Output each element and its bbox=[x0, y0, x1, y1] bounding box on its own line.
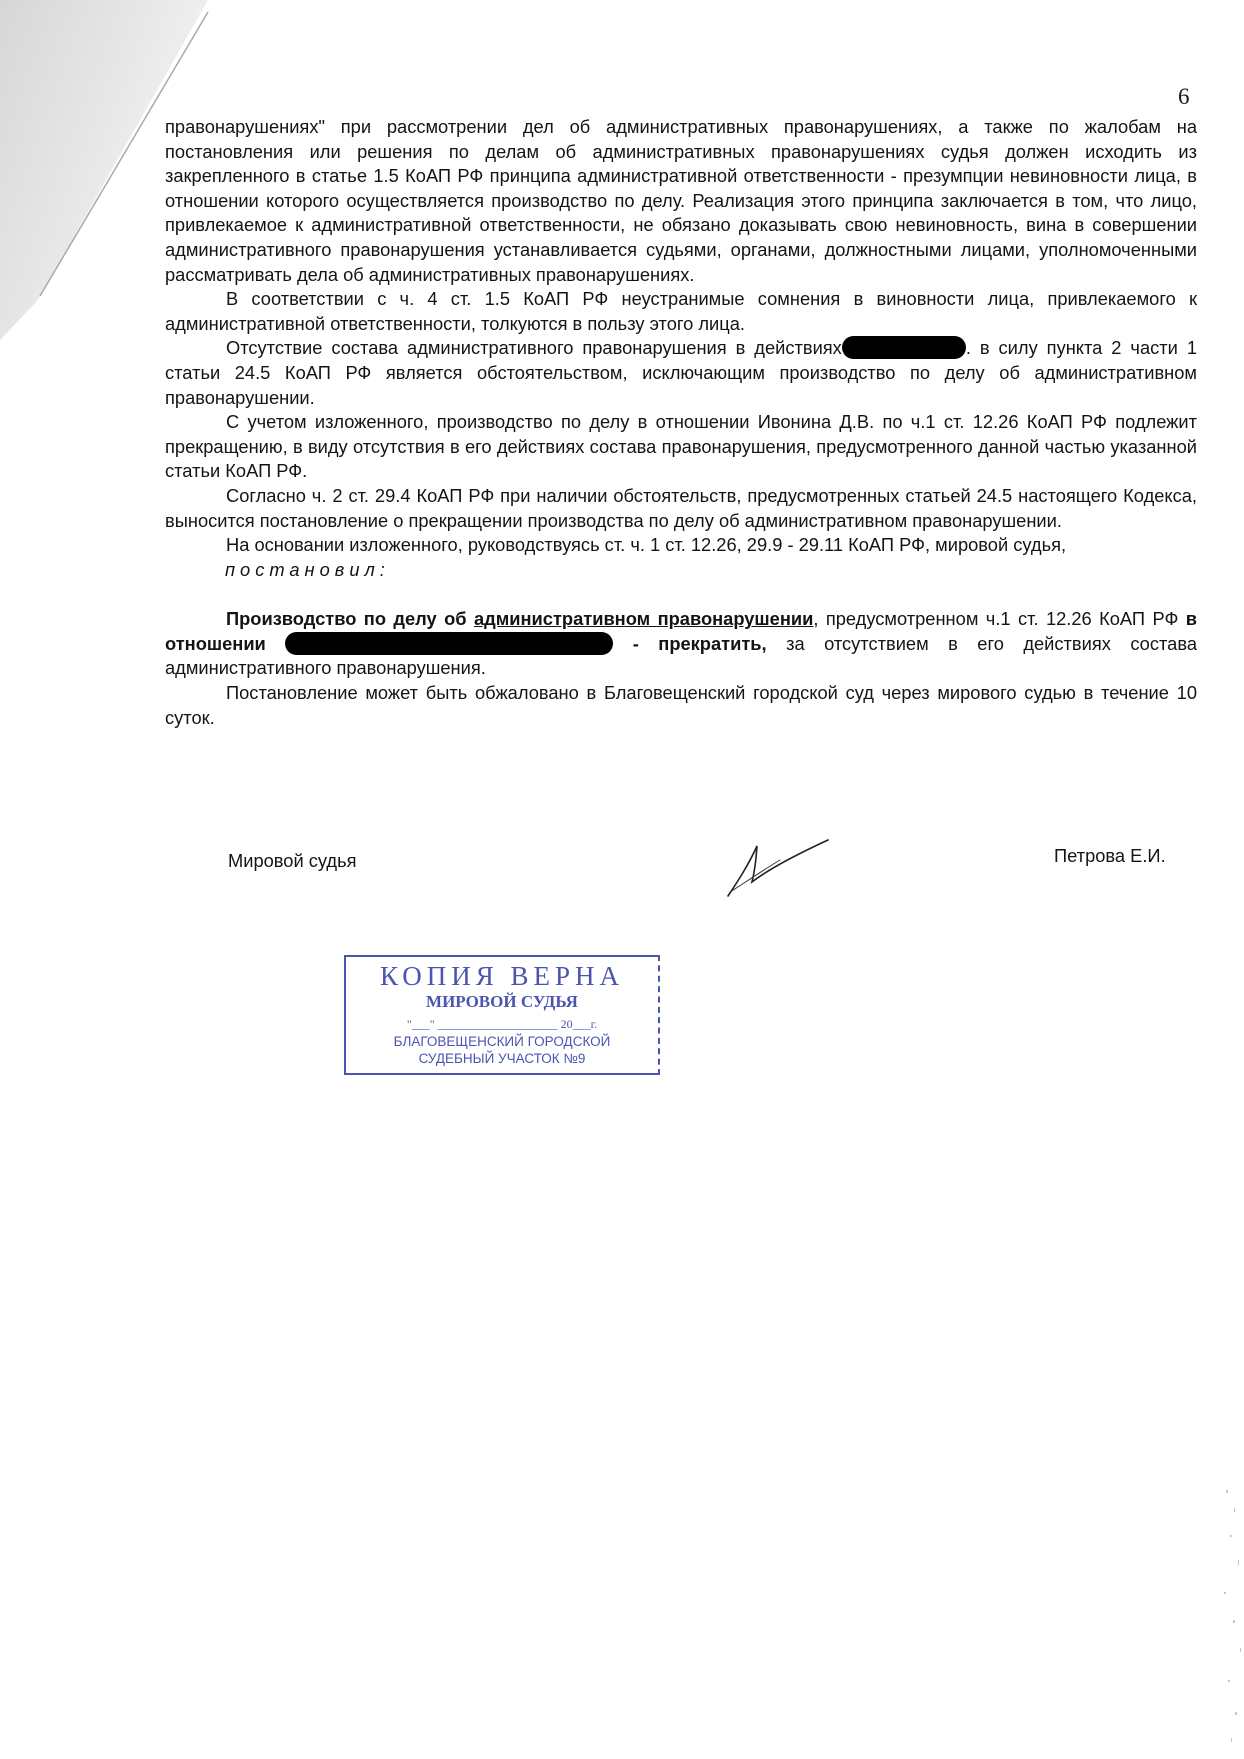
signature-title: Мировой судья bbox=[228, 850, 357, 871]
paragraph-absence-start: Отсутствие состава административного правонарушения в действиях bbox=[226, 337, 842, 359]
resolution-in-relation: в отношении bbox=[165, 608, 1197, 654]
section-heading: постановил: bbox=[225, 558, 390, 580]
stamp-title: КОПИЯ ВЕРНА bbox=[379, 961, 625, 991]
resolution-text-a: , предусмотренном ч.1 ст. 12.26 КоАП РФ bbox=[813, 608, 1186, 630]
paragraph-presumption: правонарушениях" при рассмотрении дел об административных правонарушениях, а также по жалобам на постановления или решения по делам об административных правонарушениях судья должен исходить из закрепленного в статье 1.5 КоАП РФ принципа административной ответственности - презумпции невиновности лица, в отношении которого осуществляется производство по делу. Реализация этого принципа заключается в том, что лицо, привлекаемое к административной ответственности, не обязано доказывать свою невиновность, вина в совершении административного правонарушения устанавливается судьями, органами, должностными лицами, уполномоченными рассматривать дела об административных правонарушениях. bbox=[165, 116, 1197, 285]
resolution-terminate: - прекратить, bbox=[613, 632, 767, 654]
handwritten-signature bbox=[720, 832, 840, 902]
stamp-court-line: СУДЕБНЫЙ УЧАСТОК №9 bbox=[418, 1051, 586, 1066]
paragraph-absence bbox=[165, 336, 1197, 410]
paragraph-doubts: В соответствии с ч. 4 ст. 1.5 КоАП РФ неустранимые сомнения в виновности лица, привлекаемого к административной ответственности, толкуются в пользу этого лица. bbox=[165, 288, 1197, 334]
stamp-court-line: БЛАГОВЕЩЕНСКИЙ ГОРОДСКОЙ bbox=[393, 1034, 611, 1049]
stamp-subtitle: МИРОВОЙ СУДЬЯ bbox=[426, 992, 578, 1011]
redaction-block bbox=[285, 632, 613, 655]
scan-edge-noise bbox=[1204, 1480, 1244, 1759]
paragraph-grounds: Согласно ч. 2 ст. 29.4 КоАП РФ при наличии обстоятельств, предусмотренных статьей 24.5 настоящего Кодекса, выносится постановление о прекращении производства по делу об административном правонарушении. bbox=[165, 484, 1197, 531]
paragraph-conclusion: С учетом изложенного, производство по делу в отношении Ивонина Д.В. по ч.1 ст. 12.26 КоАП РФ подлежит прекращению, в виду отсутствия в его действиях состава правонарушения, предусмотренного данной частью указанной статьи КоАП РФ. bbox=[165, 411, 1197, 482]
judge-name: Петрова Е.И. bbox=[1054, 845, 1166, 866]
copy-certified-stamp bbox=[344, 955, 660, 1075]
paragraph-absence-end: . в силу пункта 2 части 1 статьи 24.5 КоАП РФ является обстоятельством, исключающим производство по делу об административном правонарушении. bbox=[165, 337, 1197, 408]
paragraph-basis: На основании изложенного, руководствуясь ст. ч. 1 ст. 12.26, 29.9 - 29.11 КоАП РФ, мировой судья, bbox=[226, 534, 1067, 556]
page-number: 6 bbox=[1178, 84, 1190, 109]
resolution-text-b: за отсутствием в его действиях состава административного правонарушения. bbox=[165, 632, 1197, 679]
redaction-block bbox=[842, 336, 966, 359]
stamp-date-line: "___" ____________________ 20___г. bbox=[406, 1017, 598, 1031]
resolution-bold-underlined: административном правонарушении bbox=[473, 608, 814, 630]
document-body bbox=[165, 115, 1197, 730]
resolution-paragraph bbox=[165, 607, 1197, 681]
resolution-bold-start: Производство по делу об bbox=[226, 608, 474, 630]
appeal-paragraph: Постановление может быть обжаловано в Благовещенский городской суд через мирового судью в течение 10 суток. bbox=[165, 682, 1197, 728]
